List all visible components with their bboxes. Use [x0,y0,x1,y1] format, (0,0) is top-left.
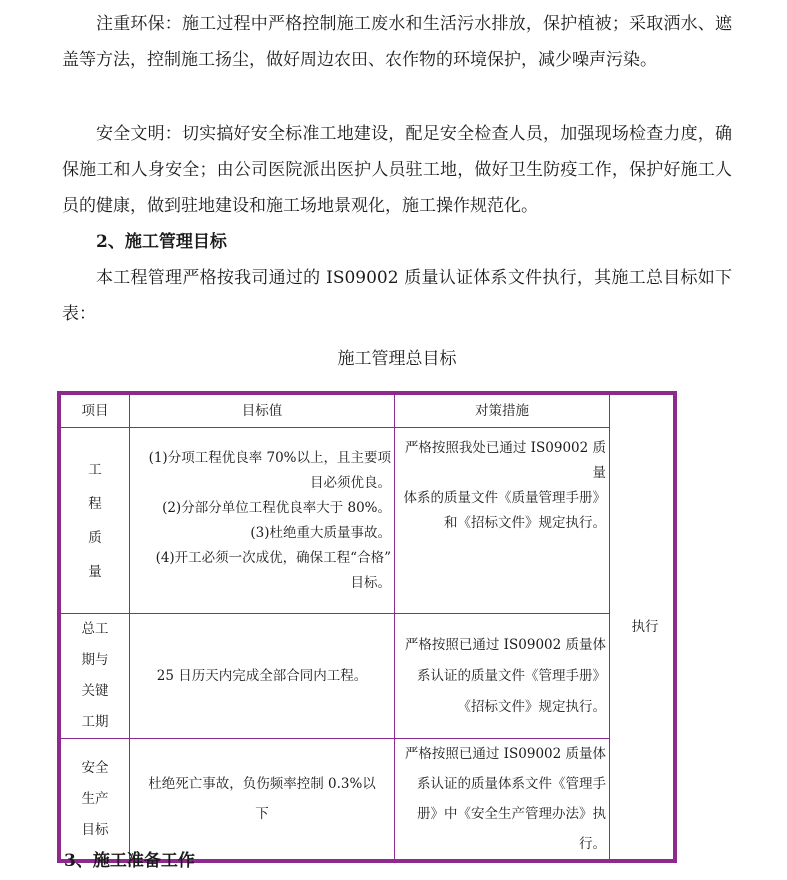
header-measure: 对策措施 [395,395,610,428]
measure-line: 系认证的质量文件《管理手册》 [417,667,606,684]
row-item-safety [61,739,130,860]
goal-line: (4)开工必须一次成优，确保工程“合格” [155,549,391,566]
row-item-quality [61,428,130,614]
row-goal-schedule [130,614,395,739]
table-row [61,428,674,614]
item-char: 工 [88,461,102,478]
item-char: 期与 [81,652,109,668]
header-goal: 目标值 [130,395,395,428]
item-char: 工期 [81,714,109,730]
measure-line: 严格按照已通过 IS09002 质量体 [404,636,606,653]
exec-cell: 执行 [610,395,674,860]
row-item-schedule [61,614,130,739]
paragraph-environment: 注重环保：施工过程中严格控制施工废水和生活污水排放，保护植被；采取洒水、遮盖等方法，控制施工扬尘，做好周边农田、农作物的环境保护，减少噪声污染。 [62,14,732,70]
section-heading-preparation: 3、施工准备工作 [64,851,195,871]
item-char: 程 [88,495,102,512]
goal-line: (3)杜绝重大质量事故。 [250,524,391,541]
item-char: 关键 [81,683,109,699]
measure-line: 《招标文件》规定执行。 [457,698,606,715]
table-row [61,614,674,739]
section-heading-management-goals: 2、施工管理目标 [96,232,227,252]
table-row [61,739,674,860]
row-goal-safety [130,739,395,860]
row-measure-schedule [395,614,610,739]
item-char: 目标 [81,821,109,838]
row-measure-safety [395,739,610,860]
goal-line: 目必须优良。 [310,474,391,491]
goal-line: 杜绝死亡事故，负伤频率控制 0.3%以 [148,776,376,792]
goals-table [60,394,674,860]
goal-line: (1)分项工程优良率 70%以上，且主要项 [148,449,391,466]
table-caption: 施工管理总目标 [337,349,457,369]
item-char: 量 [88,563,102,580]
measure-line: 体系的质量文件《质量管理手册》 [403,490,606,506]
item-char: 质 [88,529,102,546]
goal-line: 下 [255,806,269,822]
item-char: 生产 [81,790,109,807]
paragraph-intro: 本工程管理严格按我司通过的 IS09002 质量认证体系文件执行，其施工总目标如下表： [62,268,732,324]
goal-line: 25 日历天内完成全部合同内工程。 [156,667,368,684]
measure-line: 严格按照我处已通过 IS09002 质量 [404,440,606,481]
goal-line: 目标。 [350,574,391,591]
goal-line: (2)分部分单位工程优良率大于 80%。 [162,499,391,516]
measure-line: 和《招标文件》规定执行。 [444,515,606,531]
measure-line: 系认证的质量体系文件《管理手 [417,776,606,792]
row-measure-quality [395,428,610,614]
measure-line: 严格按照已通过 IS09002 质量体 [404,746,606,762]
table-header-row [61,395,674,428]
item-char: 安全 [81,759,109,776]
item-char: 总工 [81,621,109,637]
row-goal-quality [130,428,395,614]
paragraph-safety: 安全文明：切实搞好安全标准工地建设，配足安全检查人员，加强现场检查力度，确保施工和人身安全；由公司医院派出医护人员驻工地，做好卫生防疫工作，保护好施工人员的健康，做到驻地建设和施工场地景观化，施工操作规范化。 [62,124,732,216]
measure-line: 册》中《安全生产管理办法》执行。 [417,806,606,852]
header-item: 项目 [61,395,130,428]
